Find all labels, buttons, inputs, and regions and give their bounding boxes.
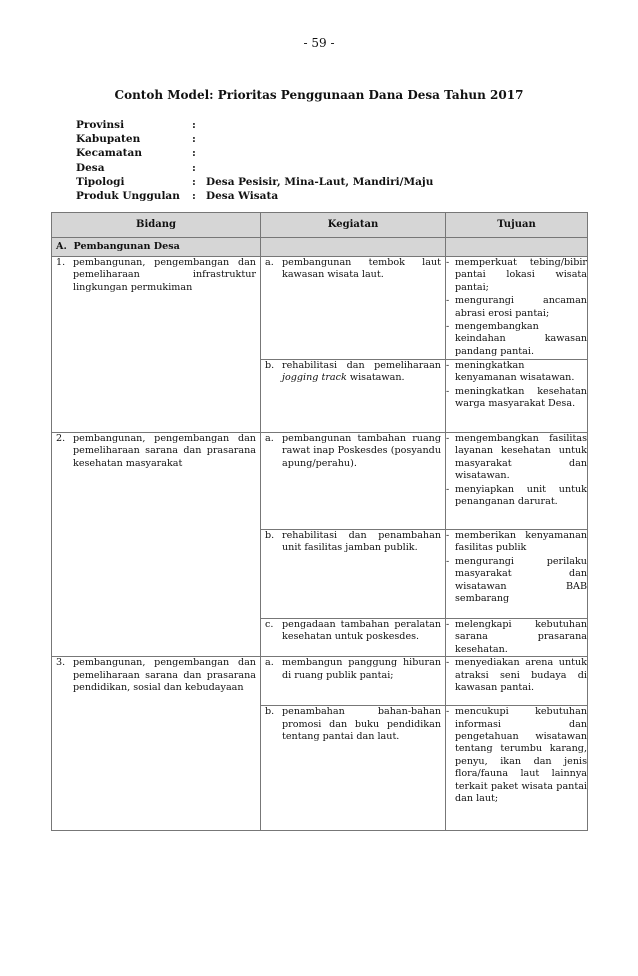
meta-value: Desa Wisata — [206, 189, 279, 202]
tujuan-cell — [446, 657, 588, 706]
meta-row-tipologi — [76, 175, 433, 189]
kegiatan-cell — [261, 530, 446, 619]
kegiatan-cell — [261, 433, 446, 530]
kegiatan-text: membangun panggung hiburan di ruang publik pantai; — [282, 657, 441, 681]
meta-label: Produk Unggulan — [76, 189, 180, 202]
kegiatan-cell — [261, 657, 446, 706]
document-title: Contoh Model: Prioritas Penggunaan Dana Desa Tahun 2017 — [114, 88, 524, 102]
kegiatan-letter: b. — [265, 706, 275, 718]
section-letter: A. — [56, 240, 67, 252]
section-title-cell — [52, 238, 261, 257]
table-row — [52, 257, 588, 360]
section-title: Pembangunan Desa — [73, 240, 180, 252]
kegiatan-letter: b. — [265, 360, 275, 371]
tujuan-cell — [446, 360, 588, 433]
kegiatan-text: pembangunan tembok laut kawasan wisata laut. — [282, 257, 441, 281]
tujuan-item: - meningkatkan kesehatan warga masyarakat Desa. — [446, 385, 587, 410]
meta-label: Desa — [76, 161, 105, 174]
kegiatan-letter: b. — [265, 530, 275, 541]
metadata-block — [76, 118, 433, 203]
meta-row-kabupaten — [76, 132, 433, 146]
tujuan-cell — [446, 619, 588, 657]
meta-colon: : — [192, 189, 196, 202]
section-row — [52, 238, 588, 257]
meta-label: Provinsi — [76, 119, 125, 131]
header-bidang: Bidang — [52, 213, 261, 238]
meta-colon: : — [192, 133, 196, 146]
bidang-text: pembangunan, pengembangan dan pemeliharaan sarana dan prasarana kesehatan masyarakat — [73, 433, 256, 469]
table-header-row — [52, 213, 588, 238]
section-empty-cell — [446, 238, 588, 257]
bidang-number: 1. — [56, 257, 66, 268]
meta-label: Kecamatan — [76, 147, 142, 160]
kegiatan-italic-text: jogging track — [282, 372, 347, 384]
section-empty-cell — [261, 238, 446, 257]
table-row — [52, 433, 588, 530]
kegiatan-text: rehabilitasi dan pemeliharaan jogging track wisatawan. — [282, 360, 441, 384]
table-row — [52, 657, 588, 706]
bidang-number: 3. — [56, 657, 66, 669]
bidang-cell — [52, 257, 261, 433]
priority-table — [51, 212, 588, 831]
kegiatan-letter: a. — [265, 257, 274, 268]
kegiatan-text: penambahan bahan-bahan promosi dan buku pendidikan tentang pantai dan laut. — [282, 706, 441, 743]
bidang-cell — [52, 433, 261, 657]
kegiatan-cell — [261, 360, 446, 433]
tujuan-item: - meningkatkan kenyamanan wisatawan. — [446, 360, 575, 384]
tujuan-item: - memberikan kenyamanan fasilitas publik — [446, 530, 587, 554]
bidang-text: pembangunan, pengembangan dan pemeliharaan sarana dan prasarana pendidikan, sosial dan kebudayaan — [73, 657, 256, 694]
tujuan-item: - mengurangi perilaku masyarakat dan wisatawan BAB sembarang — [446, 555, 587, 605]
tujuan-cell — [446, 530, 588, 619]
meta-row-desa — [76, 161, 433, 175]
tujuan-item: - melengkapi kebutuhan sarana prasarana kesehatan. — [446, 619, 587, 655]
meta-row-provinsi — [76, 118, 433, 132]
meta-colon: : — [192, 175, 196, 188]
tujuan-item: - memperkuat tebing/bibir pantai lokasi wisata pantai; — [446, 257, 587, 293]
kegiatan-text: pengadaan tambahan peralatan kesehatan untuk poskesdes. — [282, 619, 441, 643]
header-kegiatan: Kegiatan — [261, 213, 446, 238]
bidang-text: pembangunan, pengembangan dan pemeliharaan infrastruktur lingkungan permukiman — [73, 257, 256, 293]
meta-colon: : — [192, 119, 196, 131]
meta-colon: : — [192, 147, 196, 160]
tujuan-cell — [446, 257, 588, 360]
page-number: - 59 - — [303, 36, 335, 50]
tujuan-item: - mencukupi kebutuhan informasi dan pengetahuan wisatawan tentang terumbu karang, penyu, ikan dan jenis flora/fauna laut lainnya terkait paket wisata pantai dan laut; — [446, 706, 587, 805]
tujuan-item: - mengembangkan keindahan kawasan pandang pantai. — [446, 321, 587, 357]
meta-label: Tipologi — [76, 175, 125, 188]
meta-colon: : — [192, 161, 196, 174]
meta-row-kecamatan — [76, 146, 433, 160]
bidang-number: 2. — [56, 433, 66, 444]
tujuan-cell — [446, 706, 588, 831]
kegiatan-letter: a. — [265, 433, 274, 444]
kegiatan-cell — [261, 706, 446, 831]
tujuan-item: - menyiapkan unit untuk penanganan darurat. — [446, 483, 587, 508]
bidang-cell — [52, 657, 261, 831]
kegiatan-letter: a. — [265, 657, 274, 669]
tujuan-item: - menyediakan arena untuk atraksi seni budaya di kawasan pantai. — [446, 657, 587, 694]
tujuan-item: - mengembangkan fasilitas layanan kesehatan untuk masyarakat dan wisatawan. — [446, 433, 587, 482]
kegiatan-text: rehabilitasi dan penambahan unit fasilitas jamban publik. — [282, 530, 441, 554]
meta-label: Kabupaten — [76, 133, 141, 146]
kegiatan-cell — [261, 257, 446, 360]
meta-value: Desa Pesisir, Mina-Laut, Mandiri/Maju — [206, 175, 434, 188]
meta-row-produk-unggulan — [76, 189, 433, 203]
tujuan-cell — [446, 433, 588, 530]
kegiatan-letter: c. — [265, 619, 274, 630]
kegiatan-text: pembangunan tambahan ruang rawat inap Poskesdes (posyandu apung/perahu). — [282, 433, 441, 469]
kegiatan-cell — [261, 619, 446, 657]
header-tujuan: Tujuan — [446, 213, 588, 238]
tujuan-item: - mengurangi ancaman abrasi erosi pantai; — [446, 295, 587, 319]
